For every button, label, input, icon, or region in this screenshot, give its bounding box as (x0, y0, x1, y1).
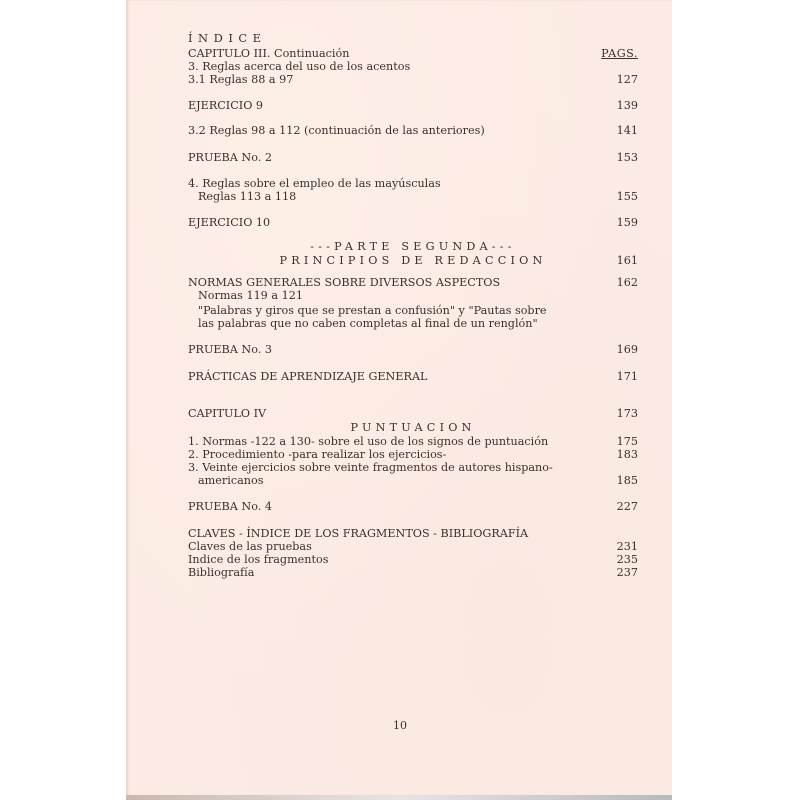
entry-page: 235 (616, 553, 638, 566)
entry-label: PRÁCTICAS DE APRENDIZAJE GENERAL (188, 370, 428, 383)
entry-label: PRUEBA No. 4 (188, 500, 272, 513)
section-heading: PRINCIPIOS DE REDACCION (279, 254, 547, 267)
entry-page: 237 (616, 566, 638, 579)
entry-label: PRUEBA No. 3 (188, 343, 272, 356)
entry-label: 3. Veinte ejercicios sobre veinte fragmentos de autores hispano- (188, 461, 553, 474)
entry-page: 155 (616, 190, 638, 203)
entry-label: 3.1 Reglas 88 a 97 (188, 73, 294, 86)
page-edge (126, 795, 672, 800)
entry-label: CAPITULO III. Continuación (188, 47, 350, 60)
entry-page: 173 (616, 407, 638, 420)
section-heading: PUNTUACION (350, 421, 476, 434)
entry-label: CLAVES - ÍNDICE DE LOS FRAGMENTOS - BIBLIOGRAFÍA (188, 527, 529, 540)
entry-label: CAPITULO IV (188, 407, 267, 420)
entry-page: 161 (616, 254, 638, 267)
entry-page: 141 (616, 124, 638, 137)
entry-page: 183 (616, 448, 638, 461)
entry-label: EJERCICIO 10 (188, 216, 271, 229)
entry-label: PRUEBA No. 2 (188, 151, 272, 164)
entry-page: 162 (616, 276, 638, 289)
entry-label: 4. Reglas sobre el empleo de las mayúsculas (188, 177, 441, 190)
entry-page: 175 (616, 435, 638, 448)
entry-label: 2. Procedimiento -para realizar los ejercicios- (188, 448, 447, 461)
part-heading: ---PARTE SEGUNDA--- (310, 240, 516, 253)
entry-page: 139 (616, 99, 638, 112)
entry-page: 227 (616, 500, 638, 513)
scanned-page (126, 0, 672, 796)
entry-page: 153 (616, 151, 638, 164)
entry-label: "Palabras y giros que se prestan a confusión" y "Pautas sobre (198, 304, 547, 317)
entry-page: 231 (616, 540, 638, 553)
entry-page: 127 (616, 73, 638, 86)
entry-label: 1. Normas -122 a 130- sobre el uso de los signos de puntuación (188, 435, 549, 448)
entry-label: 3. Reglas acerca del uso de los acentos (188, 60, 411, 73)
pages-column-header: PAGS. (601, 47, 638, 60)
entry-page: 185 (616, 474, 638, 487)
entry-label: Bibliografía (188, 566, 255, 579)
entry-label: EJERCICIO 9 (188, 99, 264, 112)
entry-page: 159 (616, 216, 638, 229)
entry-label: Reglas 113 a 118 (198, 190, 297, 203)
entry-label: NORMAS GENERALES SOBRE DIVERSOS ASPECTOS (188, 276, 501, 289)
entry-label: americanos (198, 474, 264, 487)
entry-label: Indice de los fragmentos (188, 553, 329, 566)
page-number: 10 (393, 719, 407, 732)
entry-label: las palabras que no caben completas al final de un renglón" (198, 317, 538, 330)
index-title: ÍNDICE (188, 31, 267, 45)
entry-page: 171 (616, 370, 638, 383)
entry-label: 3.2 Reglas 98 a 112 (continuación de las anteriores) (188, 124, 485, 137)
entry-page: 169 (616, 343, 638, 356)
entry-label: Claves de las pruebas (188, 540, 312, 553)
entry-label: Normas 119 a 121 (198, 289, 303, 302)
